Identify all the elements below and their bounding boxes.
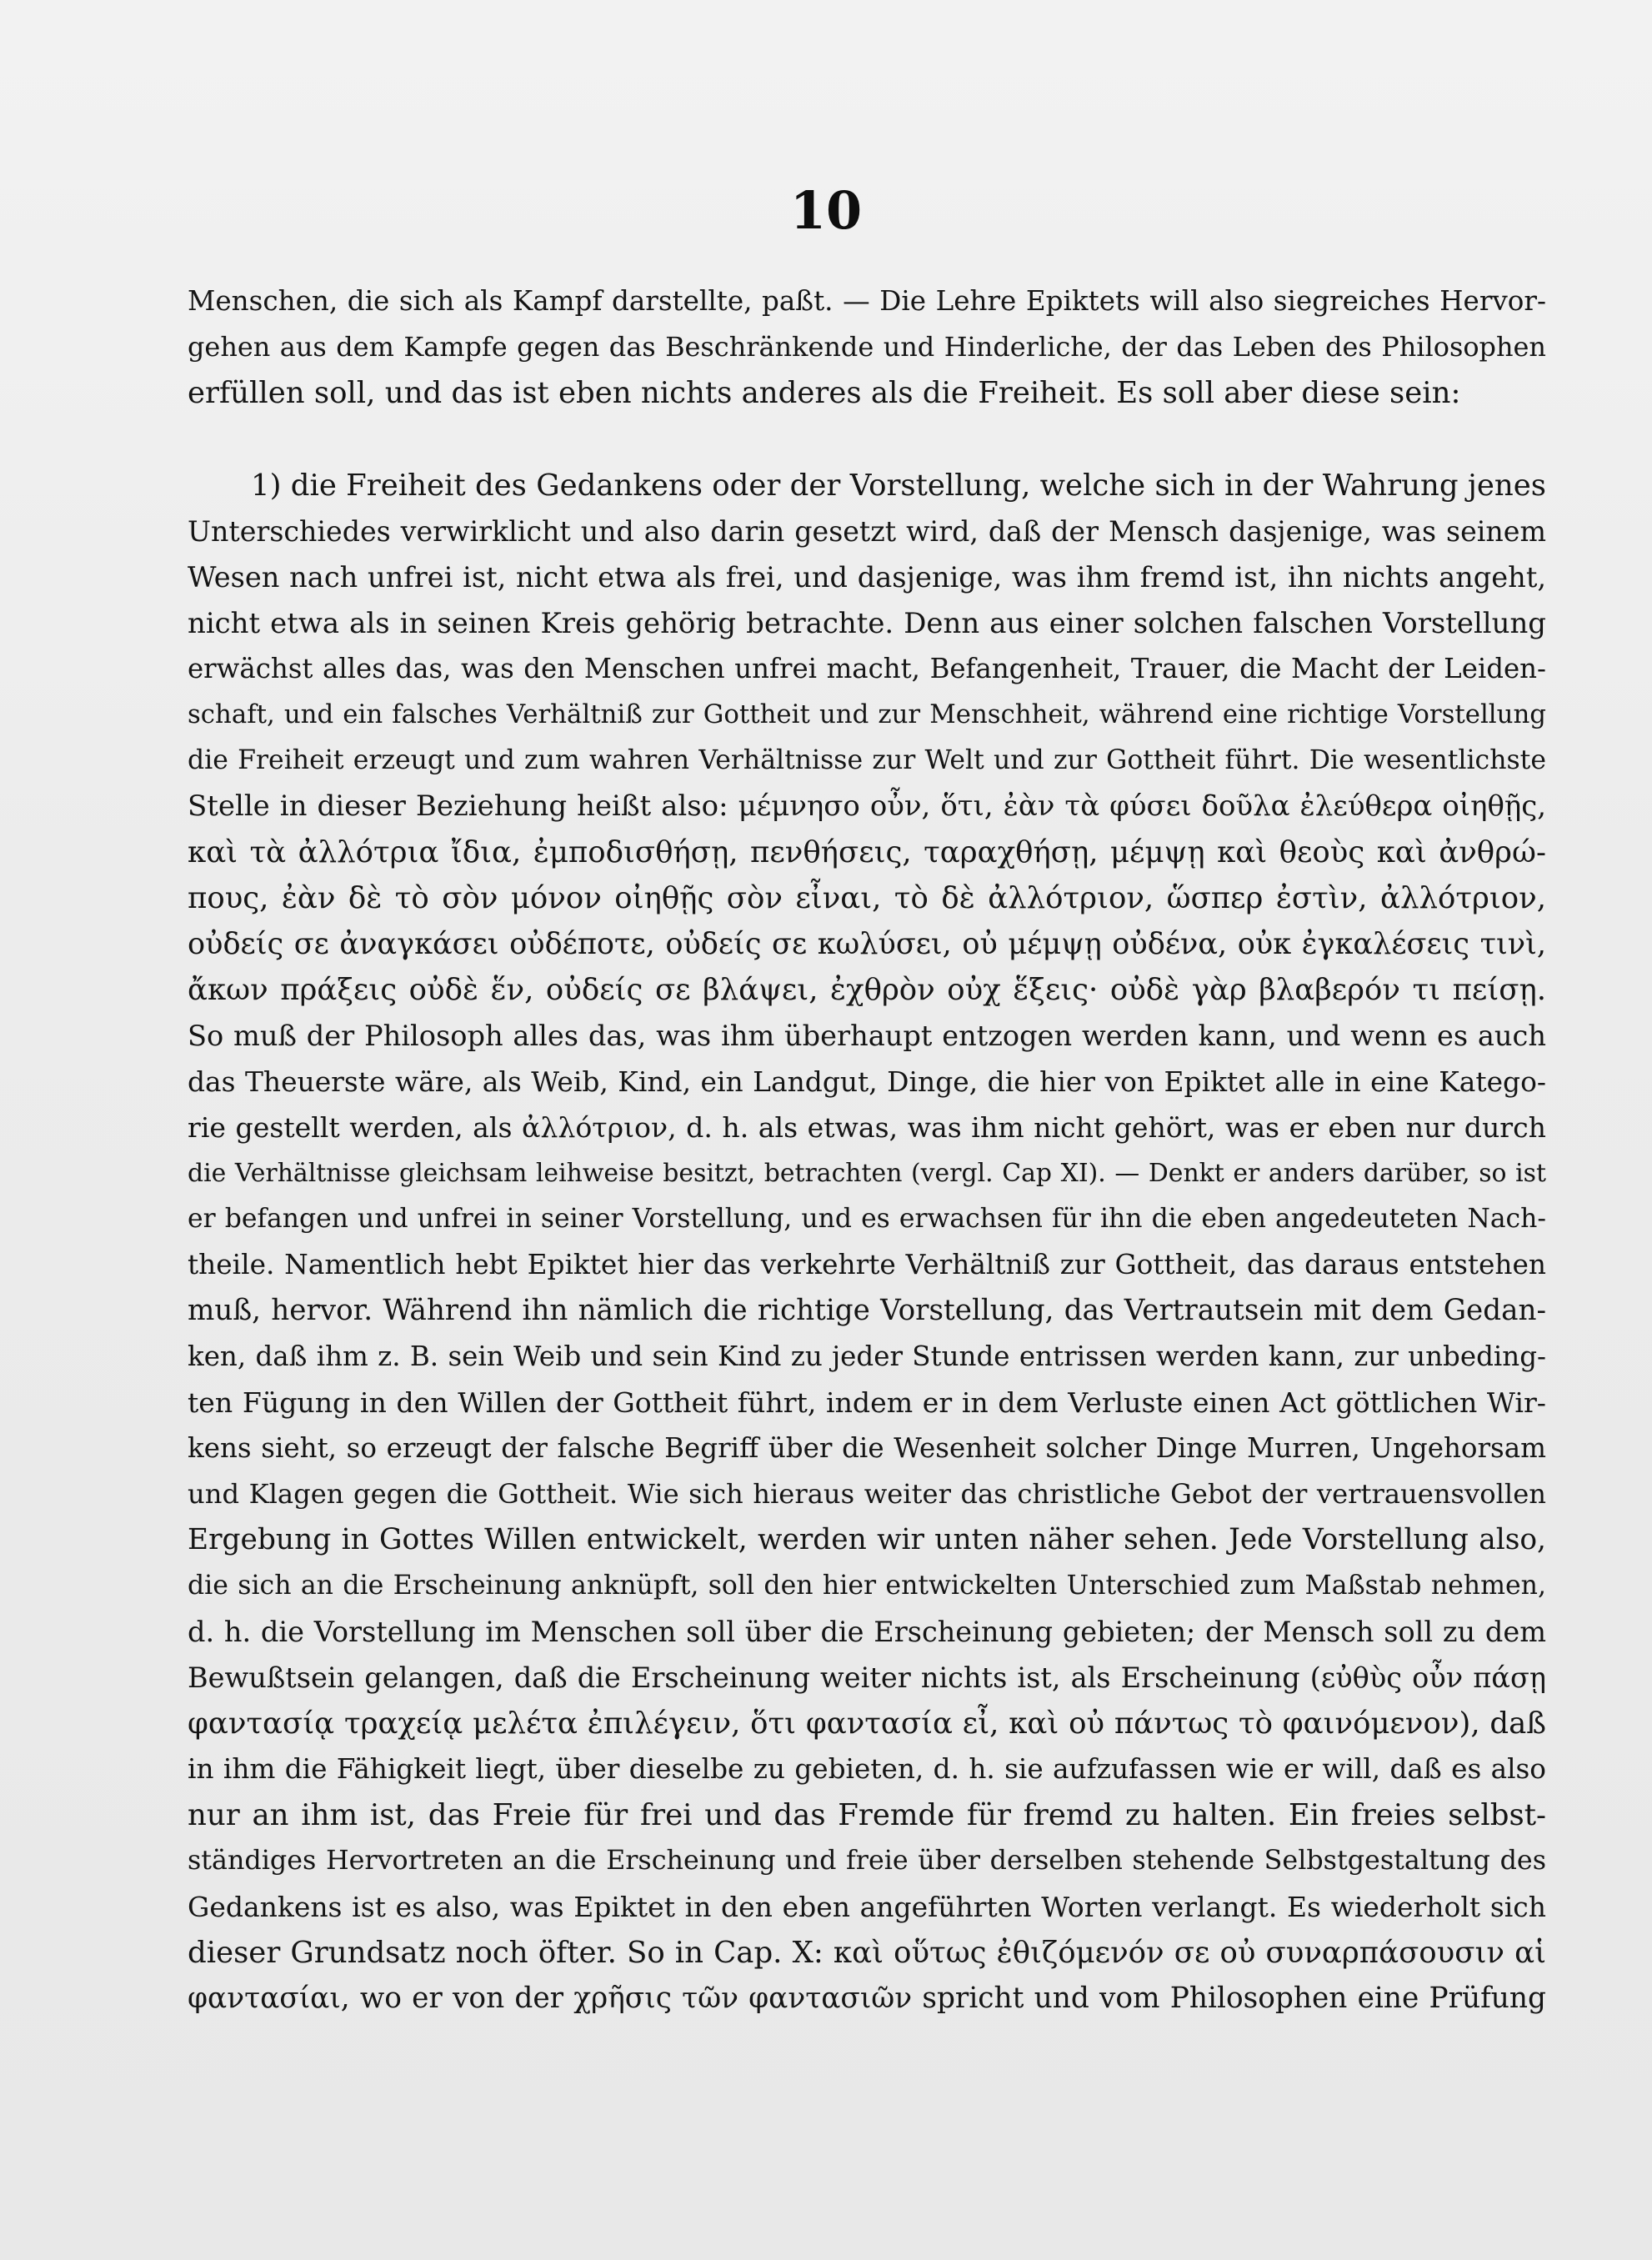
text-line: 1) die Freiheit des Gedankens oder der Vorstellung, welche sich in der Wahrung jenes xyxy=(251,469,1546,503)
text-line: Ergebung in Gottes Willen entwickelt, werden wir unten näher sehen. Jede Vorstellung also, xyxy=(188,1523,1546,1556)
text-line: φαντασίᾳ τραχείᾳ μελέτα ἐπιλέγειν, ὅτι φαντασία εἶ, καὶ οὐ πάντως τὸ φαινόμενον), daß xyxy=(188,1706,1546,1741)
text-line: Menschen, die sich als Kampf darstellte, paßt. — Die Lehre Epiktets will also siegreiches Hervor- xyxy=(188,285,1546,317)
text-line: in ihm die Fähigkeit liegt, über dieselbe zu gebieten, d. h. sie aufzufassen wie er will, daß es also xyxy=(188,1753,1546,1785)
text-line: und Klagen gegen die Gottheit. Wie sich hieraus weiter das christliche Gebot der vertrauensvollen xyxy=(188,1478,1546,1510)
page-number: 10 xyxy=(789,180,863,241)
text-line: ten Fügung in den Willen der Gottheit führt, indem er in dem Verluste einen Act göttlichen Wir- xyxy=(188,1386,1546,1419)
text-line: nicht etwa als in seinen Kreis gehörig betrachte. Denn aus einer solchen falschen Vorstellung xyxy=(188,607,1546,639)
paragraph-continuation xyxy=(188,278,1546,416)
text-line: theile. Namentlich hebt Epiktet hier das verkehrte Verhältniß zur Gottheit, das daraus entstehen xyxy=(188,1249,1546,1280)
text-line: er befangen und unfrei in seiner Vorstellung, und es erwachsen für ihn die eben angedeuteten Nach- xyxy=(188,1204,1546,1234)
text-line: πους, ἐὰν δὲ τὸ σὸν μόνον οἰηθῇς σὸν εἶναι, τὸ δὲ ἀλλότριον, ὥσπερ ἐστὶν, ἀλλότριον, xyxy=(188,881,1546,915)
text-line: ken, daß ihm z. B. sein Weib und sein Kind zu jeder Stunde entrissen werden kann, zur unbeding- xyxy=(188,1340,1546,1372)
text-line: die sich an die Erscheinung anknüpft, soll den hier entwickelten Unterschied zum Maßstab nehmen, xyxy=(188,1571,1546,1601)
text-line: ständiges Hervortreten an die Erscheinung und freie über derselben stehende Selbstgestaltung des xyxy=(188,1846,1546,1876)
text-line: muß, hervor. Während ihn nämlich die richtige Vorstellung, das Vertrautsein mit dem Gedan- xyxy=(188,1294,1546,1327)
text-line: Stelle in dieser Beziehung heißt also: μέμνησο οὖν, ὅτι, ἐὰν τὰ φύσει δοῦλα ἐλεύθερα οἰηθῇς, xyxy=(188,789,1546,823)
text-line: gehen aus dem Kampfe gegen das Beschränkende und Hinderliche, der das Leben des Philosophen xyxy=(188,331,1546,363)
text-line: erfüllen soll, und das ist eben nichts anderes als die Freiheit. Es soll aber diese sein: xyxy=(188,376,1461,410)
text-line: Gedankens ist es also, was Epiktet in den eben angeführten Worten verlangt. Es wiederholt sich xyxy=(188,1891,1546,1923)
text-line: erwächst alles das, was den Menschen unfrei macht, Befangenheit, Trauer, die Macht der Leiden- xyxy=(188,653,1546,684)
text-line: das Theuerste wäre, als Weib, Kind, ein Landgut, Dinge, die hier von Epiktet alle in eine Katego- xyxy=(188,1065,1546,1098)
text-line: kens sieht, so erzeugt der falsche Begriff über die Wesenheit solcher Dinge Murren, Ungehorsam xyxy=(188,1432,1546,1464)
text-line: οὐδείς σε ἀναγκάσει οὐδέποτε, οὐδείς σε κωλύσει, οὐ μέμψῃ οὐδένα, οὐκ ἐγκαλέσεις τινὶ, xyxy=(188,927,1546,961)
text-line: καὶ τὰ ἀλλότρια ἴδια, ἐμποδισθήσῃ, πενθήσεις, ταραχθήσῃ, μέμψῃ καὶ θεοὺς καὶ ἀνθρώ- xyxy=(188,835,1546,869)
text-line: Wesen nach unfrei ist, nicht etwa als frei, und dasjenige, was ihm fremd ist, ihn nichts angeht, xyxy=(188,561,1546,594)
text-line: rie gestellt werden, als ἀλλότριον, d. h. als etwas, was ihm nicht gehört, was er eben nur durch xyxy=(188,1111,1546,1144)
text-line: φαντασίαι, wo er von der χρῆσις τῶν φαντασιῶν spricht und vom Philosophen eine Prüfung xyxy=(188,1982,1546,2015)
text-line: Bewußtsein gelangen, daß die Erscheinung weiter nichts ist, als Erscheinung (εὐθὺς οὖν πάσῃ xyxy=(188,1661,1546,1694)
text-line: die Verhältnisse gleichsam leihweise besitzt, betrachten (vergl. Cap XI). — Denkt er anders darüber, so ist xyxy=(188,1159,1546,1188)
text-line: nur an ihm ist, das Freie für frei und das Fremde für fremd zu halten. Ein freies selbst- xyxy=(188,1798,1546,1832)
text-line: d. h. die Vorstellung im Menschen soll über die Erscheinung gebieten; der Mensch soll zu dem xyxy=(188,1616,1546,1648)
text-line: So muß der Philosoph alles das, was ihm überhaupt entzogen werden kann, und wenn es auch xyxy=(188,1020,1546,1052)
text-line: Unterschiedes verwirklicht und also darin gesetzt wird, daß der Mensch dasjenige, was seinem xyxy=(188,515,1546,548)
paragraph-freedom-of-thought xyxy=(188,463,1546,2022)
text-line: dieser Grundsatz noch öfter. So in Cap. X: καὶ οὕτως ἐθιζόμενόν σε οὐ συναρπάσουσιν αἱ xyxy=(188,1936,1546,1970)
text-line: schaft, und ein falsches Verhältniß zur Gottheit und zur Menschheit, während eine richtige Vorstellung xyxy=(188,699,1546,729)
text-line: ἄκων πράξεις οὐδὲ ἕν, οὐδείς σε βλάψει, ἐχθρὸν οὐχ ἕξεις· οὐδὲ γὰρ βλαβερόν τι πείσῃ. xyxy=(188,973,1546,1007)
text-line: die Freiheit erzeugt und zum wahren Verhältnisse zur Welt und zur Gottheit führt. Die wesentlichste xyxy=(188,745,1546,775)
